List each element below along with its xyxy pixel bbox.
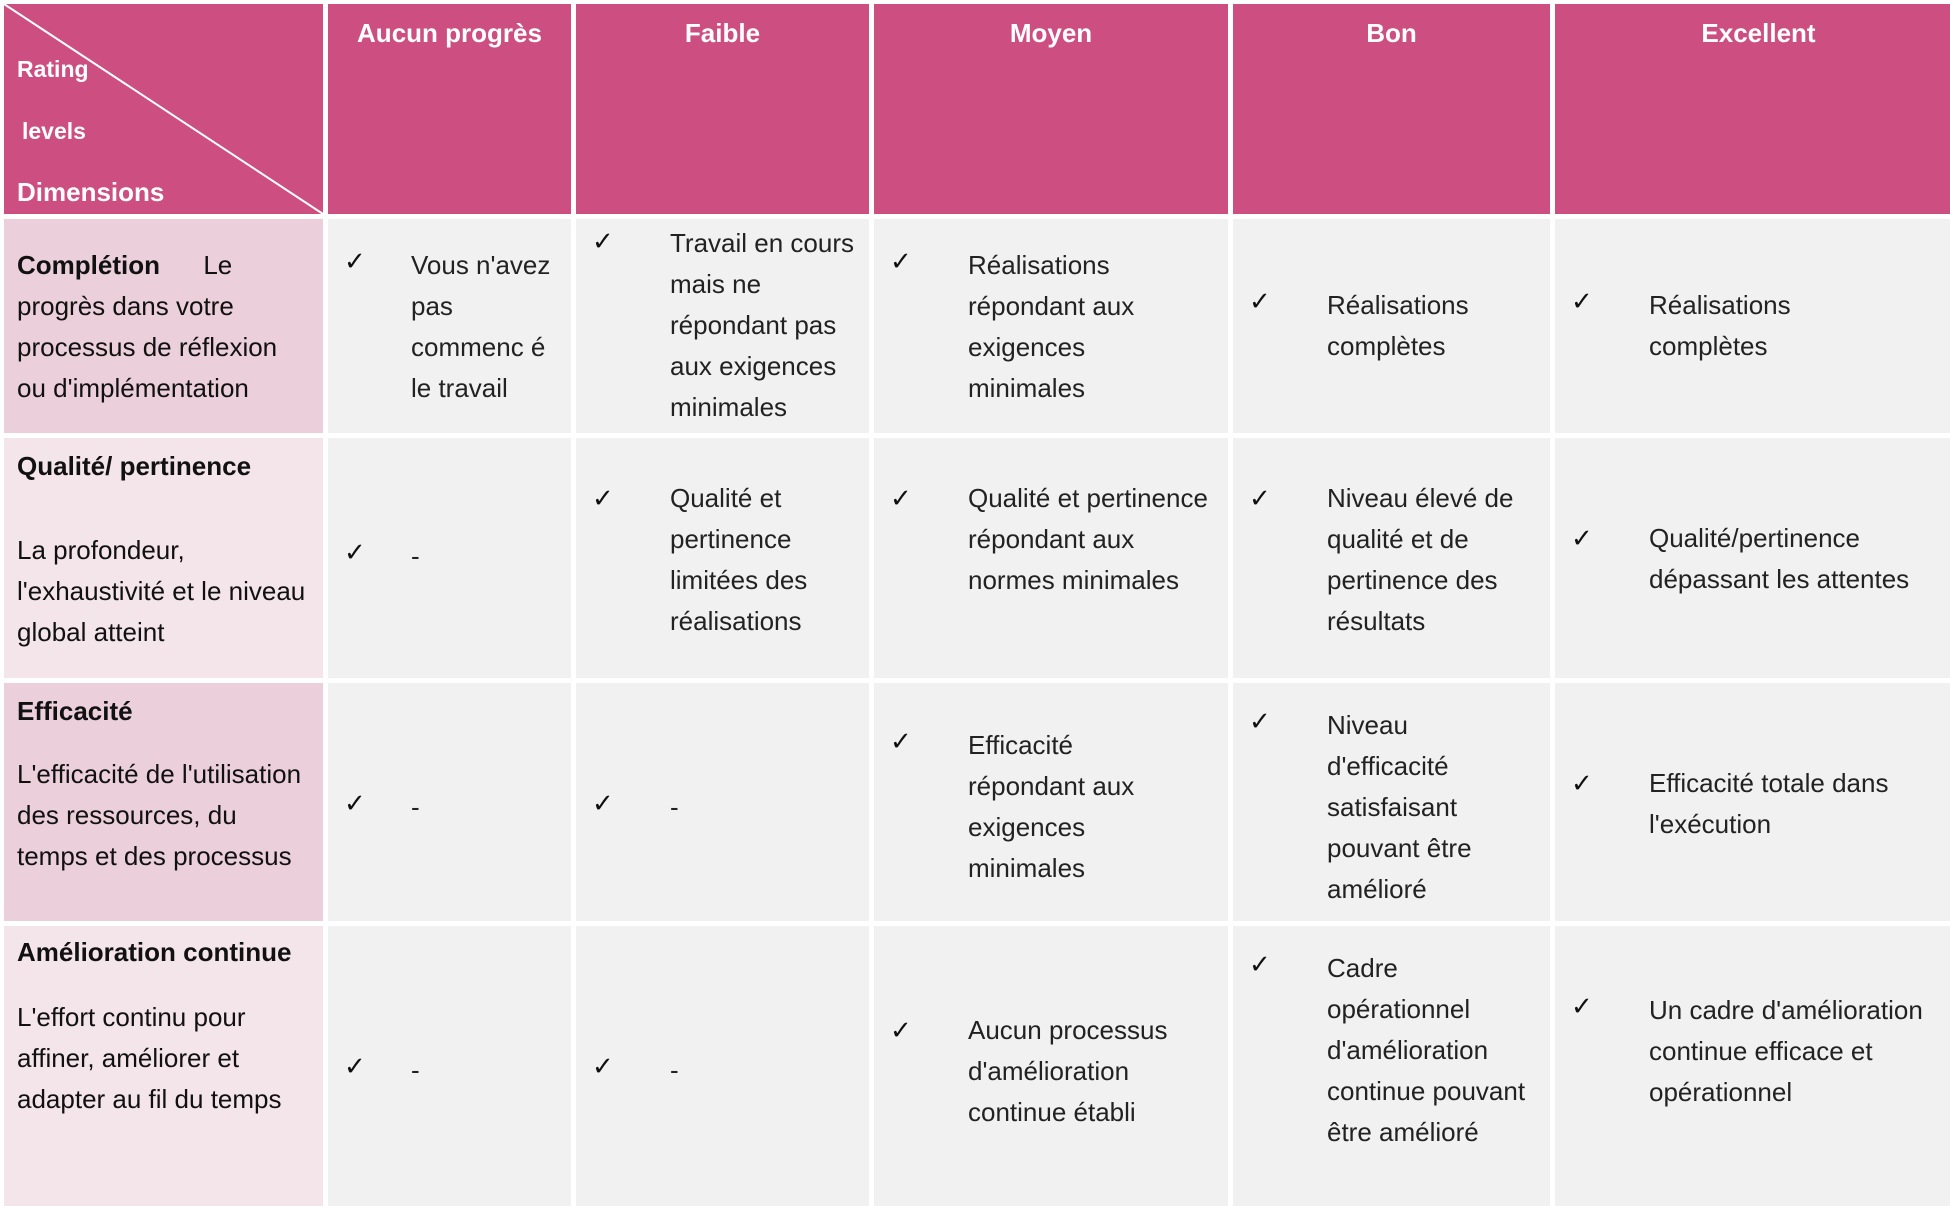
rubric-cell — [874, 926, 1228, 1206]
column-header-moyen: Moyen — [874, 4, 1228, 214]
dimension-amelioration-continue — [4, 926, 323, 1206]
cell-text: - — [411, 1055, 420, 1085]
checkmark-icon: ✓ — [890, 246, 912, 276]
dimensions-label: Dimensions — [17, 177, 165, 207]
checkmark-icon: ✓ — [344, 246, 366, 276]
rubric-cell — [328, 438, 571, 678]
rubric-cell — [1555, 438, 1950, 678]
cell-text: - — [411, 792, 420, 822]
column-header-bon: Bon — [1233, 4, 1550, 214]
checkmark-icon: ✓ — [344, 537, 366, 567]
dimension-qualite-pertinence — [4, 438, 323, 678]
cell-text: Vous n'avez pas commenc é le travail — [411, 250, 551, 403]
cell-text: Travail en cours mais ne répondant pas aux exigences minimales — [670, 228, 854, 422]
checkmark-icon: ✓ — [1571, 768, 1593, 798]
checkmark-icon: ✓ — [1571, 523, 1593, 553]
cell-text: Niveau élevé de qualité et de pertinence des résultats — [1327, 483, 1514, 636]
rubric-cell — [874, 683, 1228, 921]
checkmark-icon: ✓ — [592, 483, 614, 513]
rating-label: Rating — [17, 56, 89, 82]
rubric-cell — [1555, 683, 1950, 921]
cell-text: Efficacité répondant aux exigences minimales — [968, 730, 1135, 883]
checkmark-icon: ✓ — [890, 726, 912, 756]
checkmark-icon: ✓ — [1249, 483, 1271, 513]
rubric-cell — [1233, 683, 1550, 921]
checkmark-icon: ✓ — [592, 1051, 614, 1081]
dimension-description: La profondeur, l'exhaustivité et le niveau global atteint — [17, 535, 306, 647]
checkmark-icon: ✓ — [1571, 286, 1593, 316]
cell-text: Réalisations complètes — [1327, 290, 1469, 361]
rubric-cell — [1233, 438, 1550, 678]
checkmark-icon: ✓ — [1249, 949, 1271, 979]
cell-text: Cadre opérationnel d'amélioration continue pouvant être amélioré — [1327, 953, 1526, 1147]
cell-text: Réalisations complètes — [1649, 290, 1791, 361]
column-header-faible: Faible — [576, 4, 869, 214]
checkmark-icon: ✓ — [344, 1051, 366, 1081]
cell-text: Niveau d'efficacité satisfaisant pouvant être amélioré — [1327, 710, 1472, 904]
corner-header-cell — [4, 4, 323, 214]
dimension-title: Efficacité — [17, 696, 133, 726]
cell-text: - — [411, 541, 420, 571]
levels-label: levels — [22, 118, 86, 144]
cell-text: Réalisations répondant aux exigences minimales — [968, 250, 1135, 403]
column-header-excellent: Excellent — [1555, 4, 1950, 214]
column-header-aucun-progres: Aucun progrès — [328, 4, 571, 214]
rubric-cell — [1233, 926, 1550, 1206]
dimension-completion — [4, 219, 323, 433]
dimension-description: Le progrès dans votre processus de réflexion ou d'implémentation — [17, 250, 278, 403]
dimension-description: L'effort continu pour affiner, améliorer et adapter au fil du temps — [17, 1002, 282, 1114]
cell-text: Qualité et pertinence limitées des réalisations — [670, 483, 808, 636]
rubric-cell — [1555, 926, 1950, 1206]
rubric-cell — [1555, 219, 1950, 433]
rubric-cell — [328, 683, 571, 921]
checkmark-icon: ✓ — [1571, 991, 1593, 1021]
rubric-cell — [874, 438, 1228, 678]
dimension-description: L'efficacité de l'utilisation des ressources, du temps et des processus — [17, 759, 302, 871]
rubric-cell — [1233, 219, 1550, 433]
rating-rubric-table — [4, 4, 1950, 1206]
rubric-cell — [328, 926, 571, 1206]
cell-text: Efficacité totale dans l'exécution — [1649, 768, 1889, 839]
dimension-title: Complétion — [17, 250, 160, 280]
cell-text: Aucun processus d'amélioration continue établi — [968, 1015, 1168, 1127]
dimension-title: Amélioration continue — [17, 937, 292, 967]
dimension-efficacite — [4, 683, 323, 921]
checkmark-icon: ✓ — [890, 1015, 912, 1045]
checkmark-icon: ✓ — [592, 788, 614, 818]
rubric-cell — [576, 219, 869, 433]
checkmark-icon: ✓ — [1249, 706, 1271, 736]
rubric-cell — [576, 438, 869, 678]
dimension-title: Qualité/ pertinence — [17, 451, 252, 481]
rubric-cell — [576, 926, 869, 1206]
cell-text: Un cadre d'amélioration continue efficace et opérationnel — [1649, 995, 1923, 1107]
checkmark-icon: ✓ — [592, 226, 614, 256]
rubric-cell — [874, 219, 1228, 433]
cell-text: Qualité/pertinence dépassant les attentes — [1649, 523, 1910, 594]
rubric-cell — [576, 683, 869, 921]
checkmark-icon: ✓ — [344, 788, 366, 818]
cell-text: - — [670, 1055, 679, 1085]
cell-text: - — [670, 792, 679, 822]
rubric-cell — [328, 219, 571, 433]
checkmark-icon: ✓ — [1249, 286, 1271, 316]
checkmark-icon: ✓ — [890, 483, 912, 513]
cell-text: Qualité et pertinence répondant aux normes minimales — [968, 483, 1208, 595]
